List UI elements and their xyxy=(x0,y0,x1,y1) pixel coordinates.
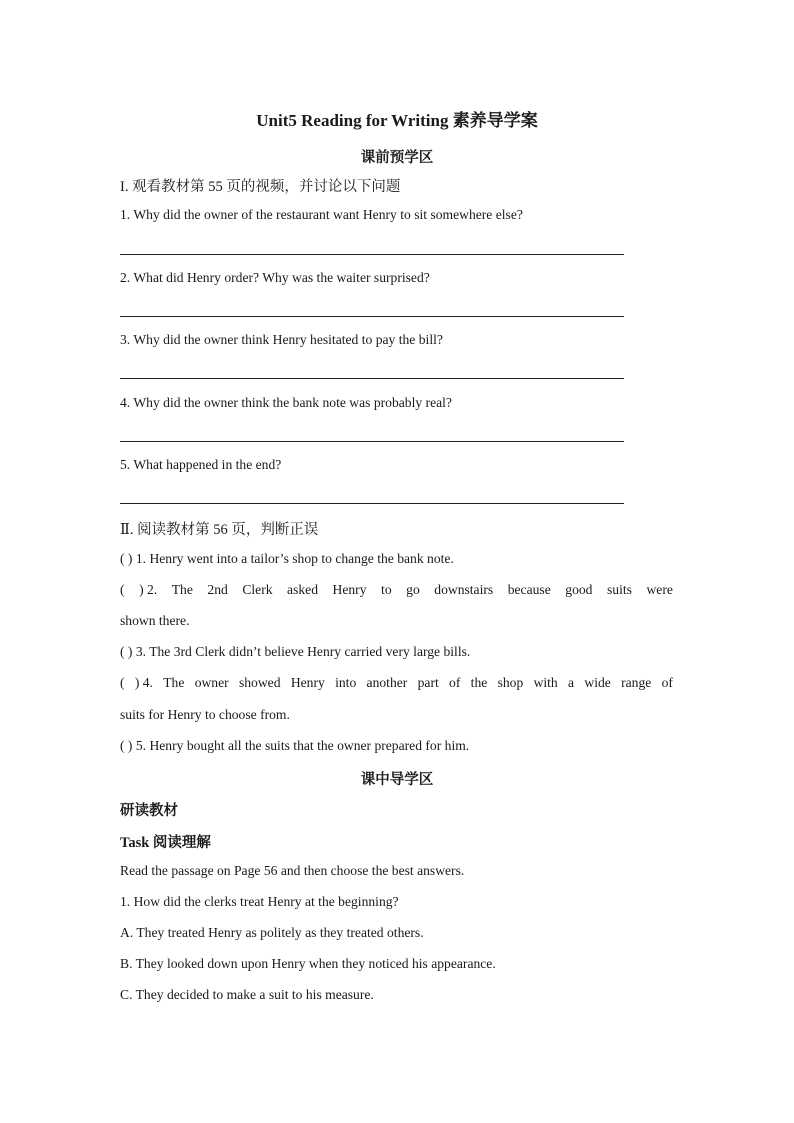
section-heading-in-class: 课中导学区 xyxy=(360,772,434,788)
section-heading-preview: 课前预学区 xyxy=(360,150,434,166)
tf4-word: part xyxy=(417,675,439,690)
question-4: 4. Why did the owner think the bank note was probably real? xyxy=(120,395,452,410)
tf2-word: go xyxy=(406,582,420,597)
tf4-word: owner xyxy=(194,675,229,690)
page-title: Unit5 Reading for Writing 素养导学案 xyxy=(256,111,538,130)
true-false-item-4-continued: suits for Henry to choose from. xyxy=(120,707,290,722)
tf2-word: suits xyxy=(607,582,632,597)
answer-line-2[interactable] xyxy=(120,316,624,317)
answer-line-4[interactable] xyxy=(120,441,624,442)
tf2-word: 2nd xyxy=(207,582,228,597)
part1-heading: I. 观看教材第 55 页的视频，并讨论以下问题 xyxy=(120,179,401,195)
answer-line-3[interactable] xyxy=(120,378,624,379)
tf2-word: ) 2. xyxy=(139,582,158,597)
tf4-word: with xyxy=(533,675,558,690)
tf2-word: to xyxy=(381,582,392,597)
option-b: B. They looked down upon Henry when they noticed his appearance. xyxy=(120,956,496,971)
tf4-word: a xyxy=(568,675,575,690)
option-c: C. They decided to make a suit to his measure. xyxy=(120,987,374,1002)
tf4-word: ) 4. xyxy=(134,675,153,690)
tf2-word: asked xyxy=(287,582,318,597)
study-heading: 研读教材 xyxy=(120,803,178,819)
true-false-item-3: ( ) 3. The 3rd Clerk didn’t believe Henry carried very large bills. xyxy=(120,644,471,659)
part2-heading: Ⅱ. 阅读教材第 56 页，判断正误 xyxy=(120,522,319,538)
tf4-word: Henry xyxy=(290,675,325,690)
tf2-word: ( xyxy=(120,582,125,597)
tf4-word: ( xyxy=(120,675,125,690)
true-false-item-1: ( ) 1. Henry went into a tailor’s shop to change the bank note. xyxy=(120,551,454,566)
tf4-word: the xyxy=(470,675,488,690)
true-false-item-4 xyxy=(120,675,673,691)
task-question-1: 1. How did the clerks treat Henry at the beginning? xyxy=(120,894,399,909)
task-heading: Task 阅读理解 xyxy=(120,835,211,851)
true-false-item-5: ( ) 5. Henry bought all the suits that the owner prepared for him. xyxy=(120,738,470,753)
tf2-word: because xyxy=(507,582,551,597)
question-3: 3. Why did the owner think Henry hesitated to pay the bill? xyxy=(120,332,443,347)
tf2-word: were xyxy=(646,582,673,597)
tf2-word: Clerk xyxy=(242,582,273,597)
tf2-word: Henry xyxy=(332,582,367,597)
tf4-word: wide xyxy=(584,675,611,690)
tf2-word: The xyxy=(171,582,193,597)
tf4-word: shop xyxy=(497,675,524,690)
tf2-word: good xyxy=(565,582,593,597)
tf4-word: of xyxy=(661,675,673,690)
answer-line-1[interactable] xyxy=(120,254,624,255)
tf4-word: range xyxy=(621,675,652,690)
option-a: A. They treated Henry as politely as they treated others. xyxy=(120,925,424,940)
tf4-word: into xyxy=(335,675,357,690)
tf2-word: downstairs xyxy=(434,582,494,597)
tf4-word: another xyxy=(366,675,408,690)
question-5: 5. What happened in the end? xyxy=(120,457,282,472)
question-1: 1. Why did the owner of the restaurant want Henry to sit somewhere else? xyxy=(120,207,523,222)
answer-line-5[interactable] xyxy=(120,503,624,504)
true-false-item-2 xyxy=(120,582,673,598)
question-2: 2. What did Henry order? Why was the waiter surprised? xyxy=(120,270,430,285)
tf4-word: The xyxy=(163,675,185,690)
true-false-item-2-continued: shown there. xyxy=(120,613,190,628)
tf4-word: of xyxy=(449,675,461,690)
task-instruction: Read the passage on Page 56 and then choose the best answers. xyxy=(120,863,465,878)
tf4-word: showed xyxy=(238,675,281,690)
